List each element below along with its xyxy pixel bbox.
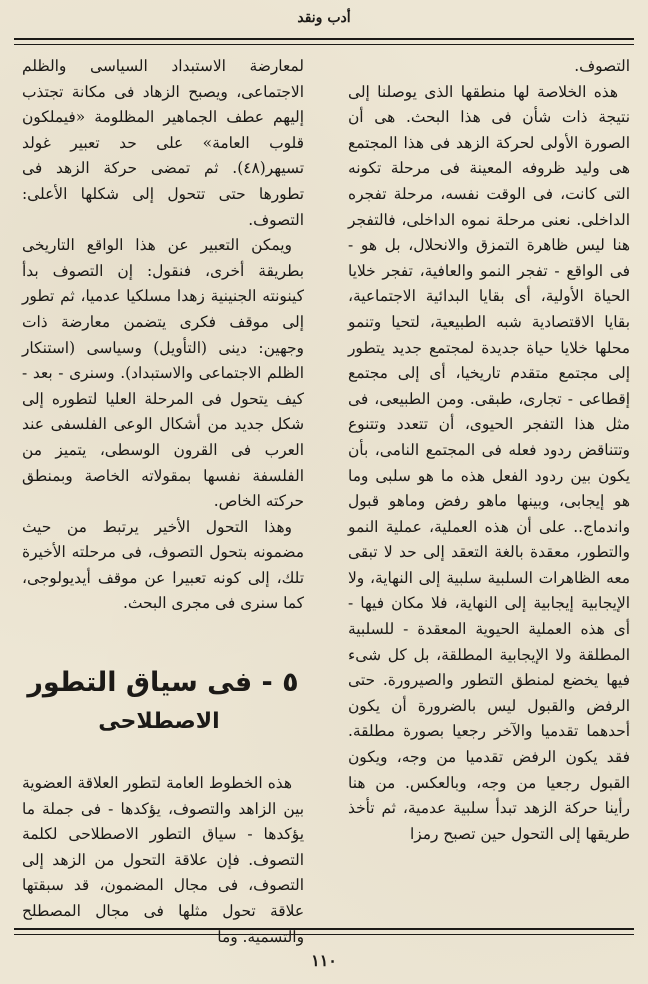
footer-rule <box>14 928 634 930</box>
paragraph: هذه الخلاصة لها منطقها الذى يوصلنا إلى نتيجة ذات شأن فى هذا البحث. هى أن الصورة الأولى لحركة الزهد فى هذا المجتمع هى وليد ظروفه المعينة فى مرحلة تكونه التى كانت، فى الوقت نفسه، مرحلة تفجره الداخلى. نعنى مرحلة نموه الداخلى، فالتفجر هنا ليس ظاهرة التمزق والانحلال، بل هو - فى الواقع - تفجر النمو والعافية، تفجر خلايا الحياة الأولية، أى بقايا البدائية الاجتماعية، بقايا الاقتصادية شبه الطبيعية، لتحيا وتنمو محلها خلايا حياة جديدة لمجتمع جديد يتطور إلى مجتمع متقدم تاريخيا، أى إلى مجتمع إقطاعى - تجارى، طبقى. ومن الطبيعى، فى مثل هذا التفجر الحيوى، أن تتعدد وتتنوع وتتناقض ردود فعله فى المجتمع النامى، بأن يكون بين ردود الفعل هذه ما هو سلبى وما هو إيجابى، وبينها ماهو رفض وماهو قبول واندماج.. على أن هذه العملية، عملية النمو والتطور، معقدة بالغة التعقد إلى حد لا تبقى معه الظاهرات السلبية سلبية إلى النهاية، ولا الإيجابية إيجابية إلى النهاية، فلا مكان فيها - أى هذه العملية الحيوية المعقدة - للسلبية المطلقة ولا الإيجابية المطلقة، بل كل شىء فيها يخضع لمنطق التطور والصيرورة. حتى الرفض والقبول ليس بالضرورة أن يكون أحدهما تقدميا والآخر رجعيا بصورة مطلقة. فقد يكون الرفض تقدميا من وجه، ويكون القبول رجعيا من وجه، وبالعكس. من هنا رأينا حركة الزهد تبدأ سلبية عدمية، ثم تأخذ طريقها إلى التحول حين تصبح رمزا <box>348 82 630 843</box>
paragraph: لمعارضة الاستبداد السياسى والظلم الاجتماعى، ويصبح الزهاد فى مكانة تجتذب إليهم عطف الجماهير المظلومة «فيملكون قلوب العامة» على حد تعبير غولد تسيهر(٤٨). ثم تمضى حركة الزهد فى تطورها حتى تتحول إلى شكلها الأعلى: التصوف. <box>22 57 304 229</box>
header-rule-thin <box>14 44 634 45</box>
footer-rule-thin <box>14 934 634 935</box>
paragraph: وهذا التحول الأخير يرتبط من حيث مضمونه بتحول التصوف، فى مرحلته الأخيرة تلك، إلى كونه تعبيرا عن موقف أيديولوجى، كما سنرى فى مجرى البحث. <box>22 517 304 613</box>
page-number: ١١٠ <box>311 951 337 970</box>
paragraph: ويمكن التعبير عن هذا الواقع التاريخى بطريقة أخرى، فنقول: إن التصوف بدأ كينونته الجنينية زهدا مسلكيا عدميا، ثم تطور إلى موقف فكرى يتضمن معارضة ذات وجهين: دينى (التأويل) وسياسى (استنكار الظلم الاجتماعى والاستبداد). وسنرى - بعد - كيف يتحول فى المرحلة العليا لتطوره إلى شكل جديد من أشكال الوعى الفلسفى عند العرب فى القرون الوسطى، يتميز من الفلسفة نفسها بمقولاته الخاصة وبمنطق حركته الخاص. <box>22 236 304 511</box>
paragraph: هذه الخطوط العامة لتطور العلاقة العضوية بين الزاهد والتصوف، يؤكدها - فى جملة ما يؤكدها - سياق التطور الاصطلاحى لكلمة التصوف. فإن علاقة التحول من الزهد إلى التصوف، فى مجال المضمون، قد سبقتها علاقة تحول مثلها فى مجال المصطلح والتسمية. وما <box>22 774 304 946</box>
left-column <box>22 54 304 946</box>
paragraph: التصوف. <box>574 57 630 75</box>
running-header: أدب ونقد <box>297 10 351 26</box>
section-heading <box>22 663 304 741</box>
heading-spacer <box>22 741 304 771</box>
section-heading-line-2: الاصطلاحى <box>98 709 220 735</box>
header-rule <box>14 38 634 40</box>
right-column <box>348 54 630 922</box>
section-heading-line-1: ٥ - فى سياق التطور <box>27 667 299 699</box>
